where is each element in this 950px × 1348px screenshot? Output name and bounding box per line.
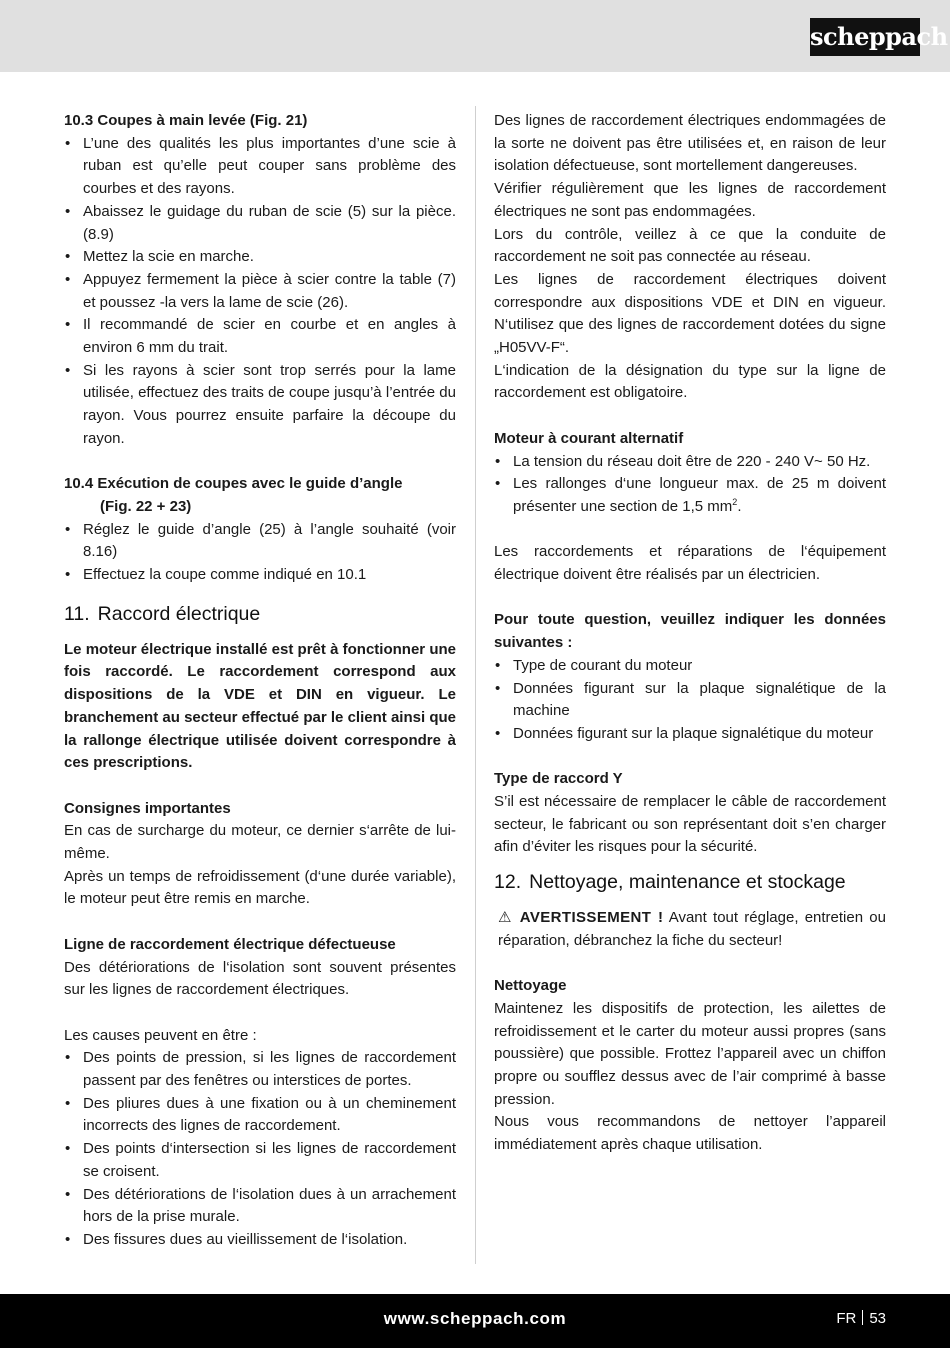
- list-item: • Des points de pression, si les lignes de raccordement passent par des fenêtres ou interstices de portes.: [64, 1047, 456, 1092]
- section-11-number: 11.: [64, 602, 90, 625]
- moteur-list: [494, 451, 886, 519]
- paragraph: Vérifier régulièrement que les lignes de raccordement électriques ne sont pas endommagées.: [494, 180, 886, 220]
- list-item: [494, 473, 886, 518]
- paragraph: Lors du contrôle, veillez à ce que la conduite de raccordement ne soit pas connectée au réseau.: [494, 225, 886, 266]
- type-y-paragraph: S’il est nécessaire de remplacer le câble de raccordement secteur, le fabricant ou son représentant doit s’en charger afin d’éviter les risques pour la sécurité.: [494, 793, 886, 856]
- list-item: • Appuyez fermement la pièce à scier contre la table (7) et poussez -la vers la lame de scie (26).: [64, 269, 456, 314]
- superscript: 2: [732, 496, 738, 507]
- question-title: Pour toute question, veuillez indiquer les données suivantes :: [494, 611, 886, 652]
- header-band: [0, 0, 950, 72]
- moteur-item-text: Les rallonges d‘une longueur max. de 25 m doivent présenter une section de 1,5 mm: [513, 475, 886, 515]
- list-item: • Des fissures dues au vieillissement de l‘isolation.: [64, 1229, 456, 1252]
- list-item: • Réglez le guide d’angle (25) à l’angle souhaité (voir 8.16): [64, 519, 456, 564]
- warning-notice: [494, 907, 886, 952]
- ligne-title: Ligne de raccordement électrique défectueuse: [64, 935, 396, 953]
- section-10-4-list: [64, 519, 456, 587]
- nettoyage-paragraph: Maintenez les dispositifs de protection, les ailettes de refroidissement et le carter du moteur aussi propres (sans poussière) que possible. Frottez l’appareil avec un chiffon propre ou soufflez dessus avec de l’air comprimé à basse pression.: [494, 999, 886, 1108]
- list-item: • Des détériorations de l‘isolation dues à un arrachement hors de la prise murale.: [64, 1184, 456, 1229]
- section-10-3-title: 10.3 Coupes à main levée (Fig. 21): [64, 112, 308, 129]
- list-item: • Des points d‘intersection si les lignes de raccordement se croisent.: [64, 1138, 456, 1183]
- causes-list: [64, 1047, 456, 1251]
- language-code: FR: [836, 1310, 857, 1327]
- list-item: • Données figurant sur la plaque signalétique du moteur: [494, 723, 886, 746]
- question-list: [494, 655, 886, 746]
- column-divider: [475, 106, 476, 1264]
- section-11-intro: Le moteur électrique installé est prêt à fonctionner une fois raccordé. Le raccordement correspond aux dispositions de la VDE et DIN en vigueur. Le branchement au secteur effectué par le client ainsi que la rallonge électrique utilisée doivent correspondre à ces prescriptions.: [64, 640, 456, 772]
- paragraph: L‘indication de la désignation du type sur la ligne de raccordement est obligatoire.: [494, 361, 886, 402]
- list-item: • Il recommandé de scier en courbe et en angles à environ 6 mm du trait.: [64, 314, 456, 359]
- warning-triangle-icon: ⚠: [498, 909, 514, 927]
- section-10-4-title: 10.4 Exécution de coupes avec le guide d’angle: [64, 475, 403, 493]
- section-12-heading: [494, 869, 886, 895]
- page-number: 53: [869, 1310, 886, 1327]
- list-item: • Mettez la scie en marche.: [64, 246, 456, 269]
- paragraph: Les lignes de raccordement électriques doivent correspondre aux dispositions VDE et DIN en vigueur. N‘utilisez que des lignes de raccordement dotées du signe „H05VV-F“.: [494, 270, 886, 357]
- list-item: • La tension du réseau doit être de 220 - 240 V~ 50 Hz.: [494, 451, 886, 474]
- warning-text: Avant tout réglage, entretien ou réparation, débranchez la fiche du secteur!: [498, 909, 886, 949]
- section-11-title: Raccord électrique: [97, 602, 261, 625]
- section-10-3-list: [64, 133, 456, 451]
- footer-website-link[interactable]: www.scheppach.com: [383, 1309, 567, 1328]
- ligne-paragraph: Des détériorations de l‘isolation sont souvent présentes sur les lignes de raccordement électriques.: [64, 958, 456, 999]
- list-item: • Effectuez la coupe comme indiqué en 10.1: [64, 564, 456, 587]
- nettoyage-paragraph: Nous vous recommandons de nettoyer l’appareil immédiatement après chaque utilisation.: [494, 1113, 886, 1154]
- list-item: • Données figurant sur la plaque signalétique de la machine: [494, 678, 886, 723]
- page-indicator: [836, 1310, 886, 1327]
- consignes-title: Consignes importantes: [64, 799, 231, 817]
- nettoyage-title: Nettoyage: [494, 977, 567, 995]
- paragraph: Les raccordements et réparations de l‘équipement électrique doivent être réalisés par un électricien.: [494, 543, 886, 584]
- paragraph: Des lignes de raccordement électriques endommagées de la sorte ne doivent pas être utilisées et, en raison de leur isolation défectueuse, sont mortellement dangereuses.: [494, 112, 886, 175]
- moteur-title: Moteur à courant alternatif: [494, 429, 684, 447]
- causes-intro: Les causes peuvent en être :: [64, 1026, 257, 1044]
- section-12-title: Nettoyage, maintenance et stockage: [529, 871, 846, 894]
- moteur-item-end: .: [737, 497, 742, 515]
- section-11-heading: [64, 601, 456, 627]
- scheppach-logo: scheppach: [810, 18, 920, 56]
- footer-bar: [0, 1294, 950, 1348]
- list-item: • Abaissez le guidage du ruban de scie (5) sur la pièce. (8.9): [64, 201, 456, 246]
- warning-label: AVERTISSEMENT !: [519, 909, 664, 927]
- consignes-paragraph: En cas de surcharge du moteur, ce dernier s‘arrête de lui-même.: [64, 822, 456, 863]
- list-item: • Type de courant du moteur: [494, 655, 886, 678]
- consignes-paragraph: Après un temps de refroidissement (d‘une durée variable), le moteur peut être remis en marche.: [64, 867, 456, 908]
- right-column: [494, 110, 886, 1157]
- list-item: • Si les rayons à scier sont trop serrés pour la lame utilisée, effectuez des traits de coupe jusqu’à l’entrée du rayon. Vous pourrez ensuite parfaire la découpe du rayon.: [64, 360, 456, 451]
- list-item: • Des pliures dues à une fixation ou à un cheminement incorrects des lignes de raccordement.: [64, 1093, 456, 1138]
- section-12-number: 12.: [494, 871, 522, 894]
- list-item: • L’une des qualités les plus importantes d’une scie à ruban est qu’elle peut couper sans problème des courbes et des rayons.: [64, 133, 456, 201]
- section-10-4-figref: (Fig. 22 + 23): [100, 497, 192, 515]
- type-y-title: Type de raccord Y: [494, 770, 623, 788]
- left-column: [64, 110, 456, 1252]
